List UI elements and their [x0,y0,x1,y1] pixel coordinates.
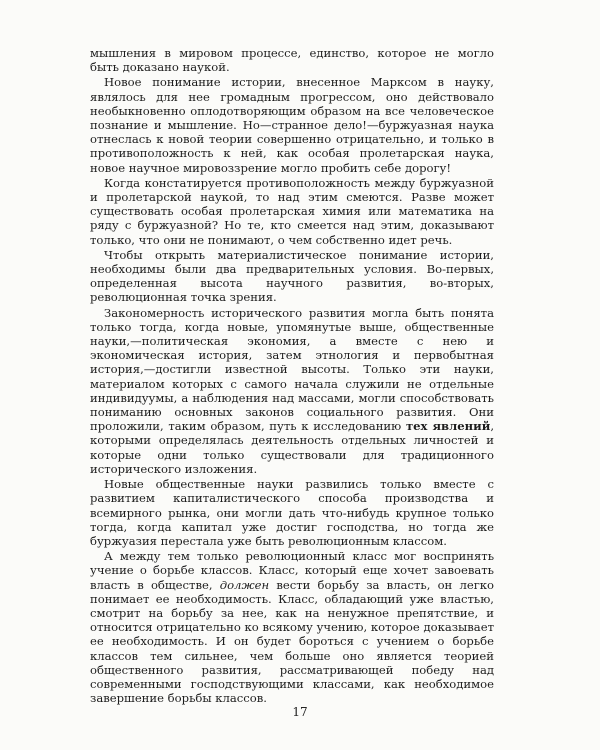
paragraph-7-text-a: А между тем только революционный класс мог воспринять учение о борьбе классов. Класс, который еще хочет завоевать власть в обществе, [90,549,494,592]
paragraph-5-text-b: , которыми определялась деятельность отдельных личностей и которые одни только существовали для традиционного исторического изложения. [90,419,494,476]
paragraph-4-text: Чтобы открыть материалистическое понимание истории, необходимы были два предварительных условия. Во-первых, определенная высота научного развития, во-вторых, революционная точка зрения. [90,247,494,305]
page-number: 17 [292,705,308,719]
paragraph-1-text: мышления в мировом процессе, единство, которое не могло быть доказано наукой. [90,46,494,75]
paragraph-2 [90,75,494,174]
paragraph-3 [90,176,494,247]
paragraph-2-text: Новое понимание истории, внесенное Марксом в науку, являлось для нее громадным прогрессом, оно действовало необыкновенно оплодотворяющим образом на все человеческое познание и мышление. Но—странное дело!—буржуазная наука отнеслась к новой теории совершенно отрицательно, и только в противоположность к ней, как особая пролетарская наука, новое научное мировоззрение могло пробить себе дорогу! [90,75,494,175]
paragraph-7-italic: должен [219,577,270,592]
paragraph-5 [90,306,494,476]
paragraph-6-text: Новые общественные науки развились только вместе с развитием капиталистического способа производства и всемирного рынка, они могли дать что-нибудь крупное только тогда, когда капитал уже достиг господства, но тогда же буржуазия перестала уже быть революционным классом. [90,477,494,548]
paragraph-4 [90,248,494,305]
paragraph-5-emphasis: тех явлений [405,419,491,434]
paragraph-5-text-a: Закономерность исторического развития могла быть понята только тогда, когда новые, упомянутые выше, общественные науки,—политическая экономия, а вместе с нею и экономическая история, затем этнология и первобытная история,—достигли известной высоты. Только эти науки, материалом которых с самого начала служили не отдельные индивидуумы, а наблюдения над массами, могли способствовать пониманию основных законов социального развития. Они проложили, таким образом, путь к исследованию [90,305,494,434]
paragraph-7 [90,549,494,705]
paragraph-1 [90,46,494,74]
paragraph-7-text-b: вести борьбу за власть, он легко понимает ее необходимость. Класс, обладающий уже властью, смотрит на борьбу за нее, как на ненужное препятствие, и относится отрицательно ко всякому учению, которое доказывает ее необходимость. И он будет бороться с учением о борьбе классов тем сильнее, чем больше оно является теорией общественного развития, рассматривающей победу над современными господствующими классами, как необходимое завершение борьбы классов. [90,577,495,706]
body-text [90,46,494,705]
paragraph-3-text: Когда констатируется противоположность между буржуазной и пролетарской наукой, то над этим смеются. Разве может существовать особая пролетарская химия или математика на ряду с буржуазной? Но те, кто смеется над этим, доказывают только, что они не понимают, о чем собственно идет речь. [90,175,494,247]
paragraph-6 [90,477,494,548]
